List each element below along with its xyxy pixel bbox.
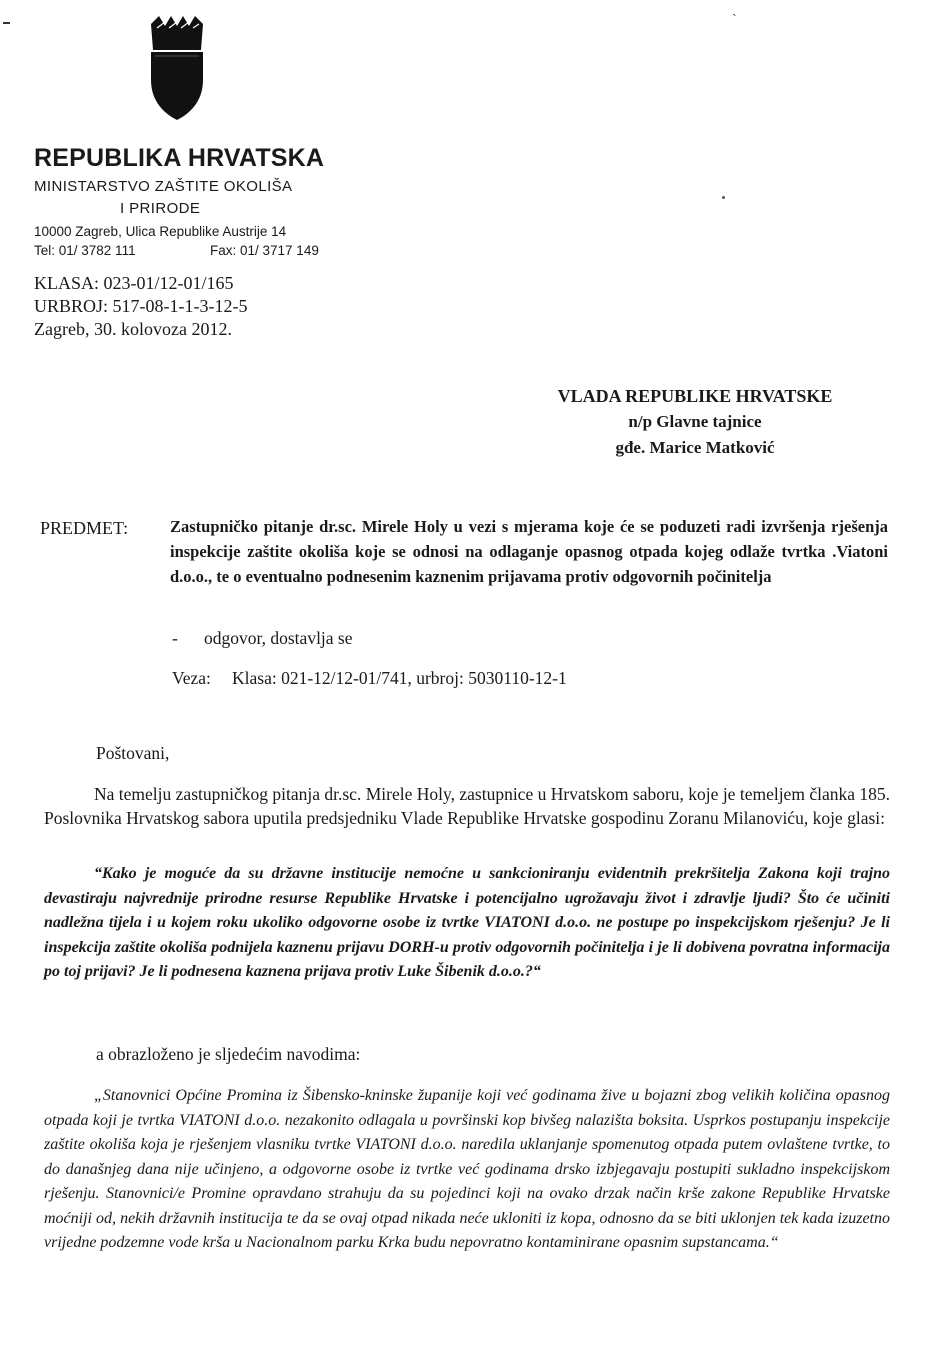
- ministry-fax: Fax: 01/ 3717 149: [210, 243, 319, 258]
- urbroj: URBROJ: 517-08-1-1-3-12-5: [34, 296, 248, 316]
- subject-label: PREDMET:: [40, 518, 129, 538]
- scan-mark: [3, 22, 10, 24]
- subject-reply: [172, 628, 353, 649]
- explanation-quote-text: „Stanovnici Općine Promina iz Šibensko-kninske županije koji već godinama žive u bojazni zbog velikih količina opasnog otpada koji je tvrtka VIATONI d.o.o. nezakonito odlagala u površinski kop bivšeg nalazišta boksita. Usprkos postupanju inspekcije zaštite okoliša koja je rješenjem vlasniku tvrtke VIATONI d.o.o. naredila uklanjanje spomenutog otpada putem ovlaštene tvrtke, to do današnjeg dana nije učinjeno, a odgovorne osobe iz tvrtke već godinama drsko izbjegavaju postupiti sukladno inspekcijskom rješenju. Stanovnici/e Promine opravdano strahuju da su pojedinci koji na ovako drzak način krše zakone Republike Hrvatske moćniji od, nekih državnih institucija te da se ovaj otpad nikada neće ukloniti iz kopa, odnosno da se biti uklonjen tek kada izuzetno vrijedne podzemne vode krša u Nacionalnom parku Krka budu nepovratno kontaminirane opasnim supstancama.“: [44, 1087, 890, 1251]
- subject-reference: [172, 668, 567, 689]
- body-paragraph: [44, 782, 890, 830]
- ministry-name-line1: MINISTARSTVO ZAŠTITE OKOLIŠA: [34, 178, 293, 195]
- greeting: Poštovani,: [96, 743, 170, 763]
- explanation-quote: [44, 1084, 890, 1256]
- coat-of-arms-icon: [145, 14, 209, 122]
- letter-date: Zagreb, 30. kolovoza 2012.: [34, 319, 232, 339]
- ministry-name-line2: I PRIRODE: [120, 200, 201, 217]
- body-paragraph-text: Na temelju zastupničkog pitanja dr.sc. Mirele Holy, zastupnice u Hrvatskom saboru, koje je temeljem članka 185. Poslovnika Hrvatskog sabora uputila predsjedniku Vlade Republike Hrvatske gospodinu Zoranu Milanoviću, koje glasi:: [44, 784, 890, 828]
- question-quote-text: “Kako je moguće da su državne institucije nemoćne u sankcioniranju evidentnih prekršitelja Zakona koji trajno devastiraju najvrednije prirodne resurse Republike Hrvatske i potencijalno ugrožavaju život i zdravlje ljudi? Što će učiniti nadležna tijela i u kojem roku ukoliko odgovorne osobe iz tvrtke VIATONI d.o.o. ne postupe po inspekcijskom rješenju? Je li inspekcija zaštite okoliša podnijela kaznenu prijavu DORH-u protiv odgovornih počinitelja i je li dobivena povratna informacija po toj prijavi? Je li podnesena kaznena prijava protiv Luke Šibenik d.o.o.?“: [44, 865, 890, 980]
- klasa: KLASA: 023-01/12-01/165: [34, 273, 234, 293]
- veza-label: Veza:: [172, 668, 211, 688]
- question-quote: [44, 862, 890, 985]
- reply-text: odgovor, dostavlja se: [204, 628, 353, 648]
- recipient-line1: VLADA REPUBLIKE HRVATSKE: [557, 386, 833, 406]
- veza-text: Klasa: 021-12/12-01/741, urbroj: 5030110-12-1: [232, 668, 567, 688]
- republic-name: REPUBLIKA HRVATSKA: [34, 144, 325, 172]
- ministry-tel: Tel: 01/ 3782 111: [34, 243, 136, 258]
- scan-mark-top: ˎ: [732, 2, 737, 17]
- explanation-intro: a obrazloženo je sljedećim navodima:: [96, 1044, 361, 1064]
- ministry-address: 10000 Zagreb, Ulica Republike Austrije 14: [34, 224, 287, 239]
- recipient-line2: n/p Glavne tajnice: [628, 412, 762, 431]
- recipient-line3: gđe. Marice Matković: [615, 438, 775, 457]
- reply-dash: -: [172, 628, 178, 648]
- scan-speck: [722, 196, 725, 199]
- subject-text: Zastupničko pitanje dr.sc. Mirele Holy u vezi s mjerama koje će se poduzeti radi izvršenja rješenja inspekcije zaštite okoliša koje se odnosi na odlaganje opasnog otpada kojeg odlaže tvrtka .Viatoni d.o.o., te o eventualno podnesenim kaznenim prijavama protiv odgovornih počinitelja: [170, 517, 888, 586]
